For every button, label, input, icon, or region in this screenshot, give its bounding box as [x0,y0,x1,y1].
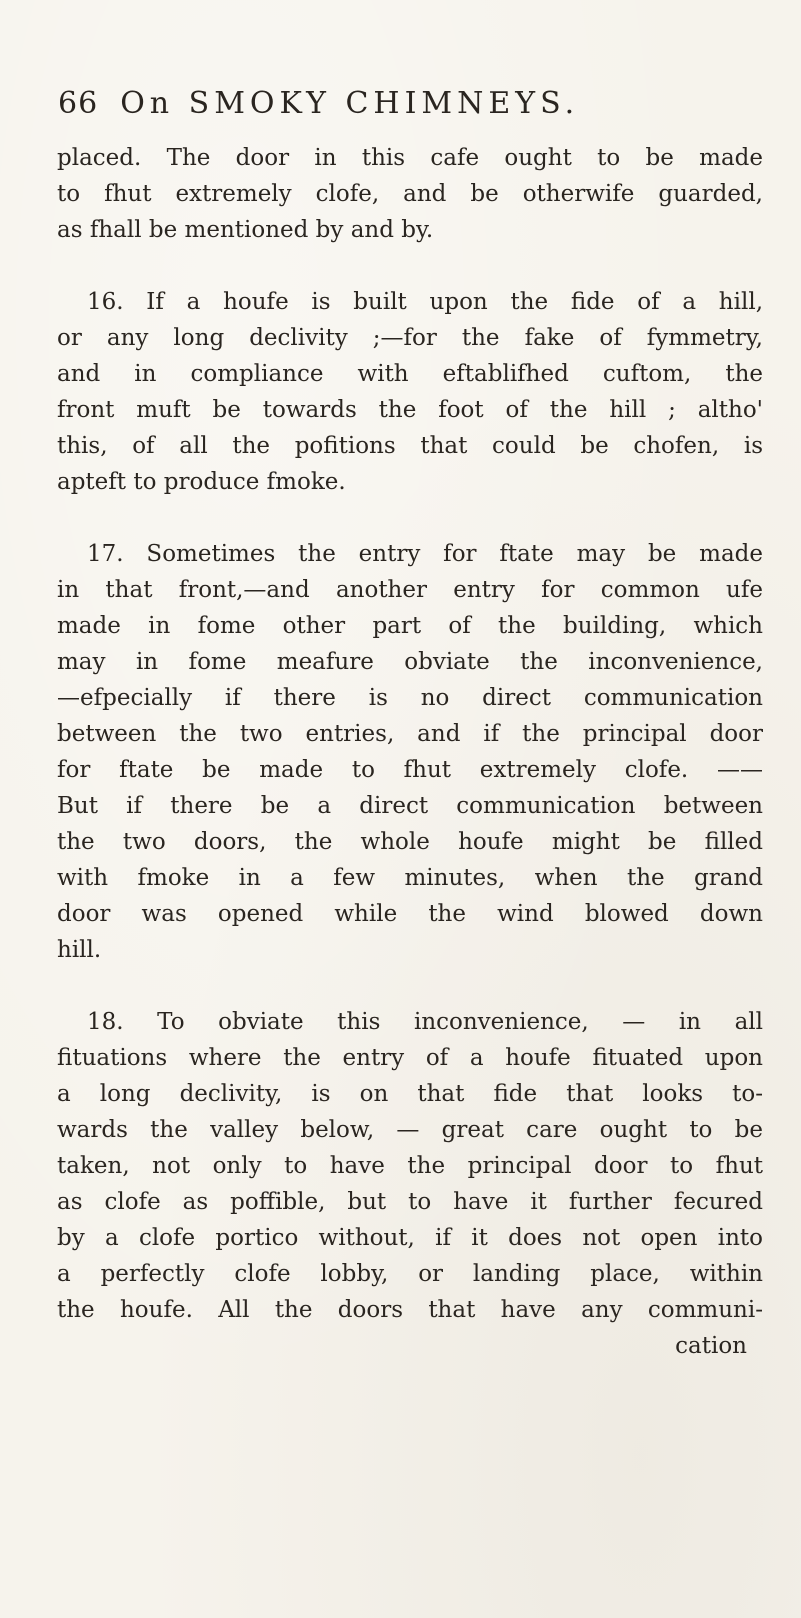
text-line: taken, not only to have the principal door to fhut [57,1153,763,1179]
text-line: 16. If a houfe is built upon the fide of a hill, [87,289,763,315]
running-title: On SMOKY CHIMNEYS. [120,86,580,121]
text-line: a perfectly clofe lobby, or landing place, within [57,1261,763,1287]
text-line: 17. Sometimes the entry for ftate may be made [87,541,763,567]
text-line: door was opened while the wind blowed down [57,901,763,927]
text-line: But if there be a direct communication between [57,793,763,819]
text-line: to fhut extremely clofe, and be otherwife guarded, [57,181,763,207]
paragraph-gap [57,500,763,536]
text-line: as fhall be mentioned by and by. [57,217,434,243]
text-line: as clofe as poffible, but to have it further fecured [57,1189,763,1215]
paragraph-gap [57,248,763,284]
text-line: placed. The door in this cafe ought to be made [57,145,763,171]
text-line: this, of all the pofitions that could be chofen, is [57,433,763,459]
text-line: front muft be towards the foot of the hill ; altho' [57,397,763,423]
text-line: in that front,—and another entry for common ufe [57,577,763,603]
text-line: for ftate be made to fhut extremely clofe. —— [57,757,763,783]
text-line: may in fome meafure obviate the inconvenience, [57,649,763,675]
text-line: with fmoke in a few minutes, when the grand [57,865,763,891]
running-head [58,86,758,126]
body-text [57,140,763,1364]
page-number: 66 [58,86,99,121]
text-line: between the two entries, and if the principal door [57,721,763,747]
text-line: wards the valley below, — great care ought to be [57,1117,763,1143]
text-line: fituations where the entry of a houfe fituated upon [57,1045,763,1071]
text-line: 18. To obviate this inconvenience, — in all [87,1009,763,1035]
text-line: and in compliance with eftablifhed cuftom, the [57,361,763,387]
paragraph-gap [57,968,763,1004]
text-line: a long declivity, is on that fide that looks to- [57,1081,763,1107]
text-line: the two doors, the whole houfe might be filled [57,829,763,855]
text-line: by a clofe portico without, if it does not open into [57,1225,763,1251]
text-line: the houfe. All the doors that have any communi- [57,1297,763,1323]
text-line: apteft to produce fmoke. [57,469,346,495]
text-line: —efpecially if there is no direct communication [57,685,763,711]
text-line: made in fome other part of the building, which [57,613,763,639]
text-line: hill. [57,937,102,963]
text-line: or any long declivity ;—for the fake of fymmetry, [57,325,763,351]
catchword: cation [675,1333,747,1359]
